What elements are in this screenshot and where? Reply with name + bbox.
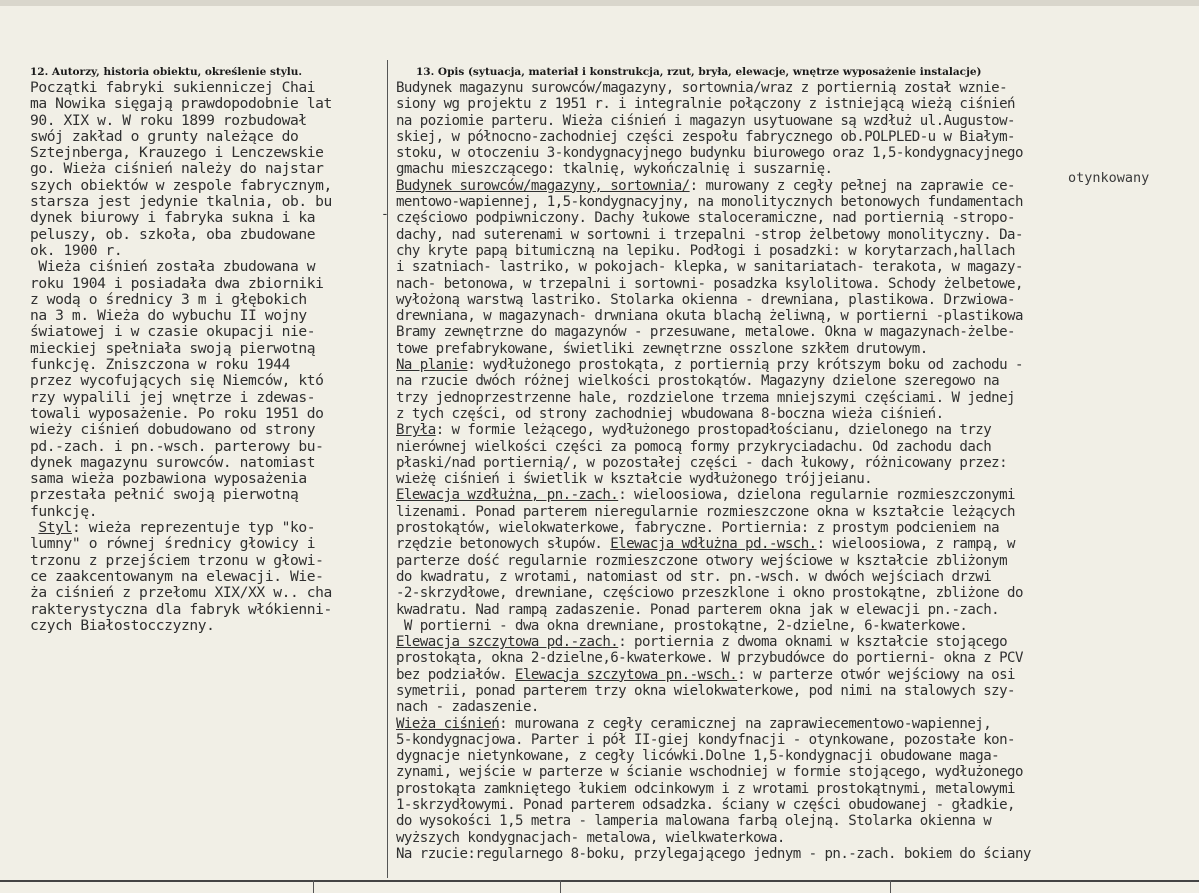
section12-line: ce zaakcentowanym na elewacji. Wie- <box>30 567 324 585</box>
section12-line: peluszy, ob. szkoła, oba zbudowane <box>30 225 316 243</box>
section13-line: trzy jednoprzestrzenne hale, rozdzielone trzema mniejszymi częściami. W jednej <box>396 389 1015 406</box>
section13-line: Bramy zewnętrzne do magazynów - przesuwane, metalowe. Okna w magazynach-żelbe- <box>396 324 1015 341</box>
section13-line: parterze dość regularnie rozmieszczone otwory wejściowe w kształcie zbliżonym <box>396 552 1008 569</box>
section13-line: Elewacja szczytowa pd.-zach.: portiernia z dwoma oknami w kształcie stojącego <box>396 634 1008 651</box>
section13-line: Wieża ciśnień: murowana z cegły ceramicznej na zaprawiecementowo-wapiennej, <box>396 715 992 732</box>
section-12-body <box>30 80 332 634</box>
section13-line: chy kryte papą bitumiczną na lepiku. Podłogi i posadzki: w korytarzach,hallach <box>396 242 1015 259</box>
section12-line: Początki fabryki sukienniczej Chai <box>30 79 316 96</box>
section13-line: lizenami. Ponad parterem nieregularnie rozmieszczone okna w kształcie leżących <box>396 503 1015 520</box>
section12-line: przez wycofujących się Niemców, któ <box>30 372 324 390</box>
section12-line: szych obiektów w zespole fabrycznym, <box>30 176 332 194</box>
section13-line: Bryła: w formie leżącego, wydłużonego prostopadłościanu, dzielonego na trzy <box>396 422 992 439</box>
section13-line: nach - zadaszenie. <box>396 699 539 716</box>
section13-line: kwadratu. Nad rampą zadaszenie. Ponad parterem okna jak w elewacji pn.-zach. <box>396 601 1000 618</box>
section13-line: dygnacje nietynkowane, z cegły licówki.Dolne 1,5-kondygnacji obudowane maga- <box>396 748 1000 765</box>
section12-line: dynek biurowy i fabryka sukna i ka <box>30 209 316 227</box>
section13-line: prostokąta, okna 2-dzielne,6-kwaterkowe. W przybudówce do portierni- okna z PCV <box>396 650 1023 667</box>
section12-line: Styl: wieża reprezentuje typ "ko- <box>38 519 316 537</box>
annotation-otynkowany: otynkowany <box>1068 170 1150 186</box>
section13-line: towe prefabrykowane, świetliki zewnętrzne osszlone szkłem drutowym. <box>396 340 928 357</box>
section12-line: z wodą o średnicy 3 m i głębokich <box>30 290 307 308</box>
section13-line: -2-skrzydłowe, drewniane, częściowo przeszklone i okno prostokątne, zbliżone do <box>396 585 1023 602</box>
section12-line: mieckiej spełniała swoją pierwotną <box>30 339 316 357</box>
section12-line: funkcję. <box>30 502 98 520</box>
section13-line: zynami, wejście w parterze w ścianie wschodniej w formie stojącego, wydłużonego <box>396 764 1023 781</box>
section13-line: symetrii, ponad parterem trzy okna wielokwaterkowe, pod nimi na stalowych szy- <box>396 682 1015 699</box>
section13-line: do wysokości 1,5 metra - lamperia malowana farbą olejną. Stolarka okienna w <box>396 813 992 830</box>
section-12-heading: 12. Autorzy, historia obiektu, określenie stylu. <box>30 66 303 78</box>
section12-line: lumny" o równej średnicy głowicy i <box>30 535 316 553</box>
section12-line: funkcję. Zniszczona w roku 1944 <box>30 356 290 374</box>
section-13-heading: 13. Opis (sytuacja, materiał i konstrukcja, rzut, bryła, elewacje, wnętrze wyposażenie instalacje) <box>416 66 982 78</box>
section12-line: wieży ciśnień dobudowano od strony <box>30 421 316 439</box>
form-tick-2 <box>560 880 561 893</box>
section13-line: i szatniach- lastriko, w pokojach- klepka, w sanitariatach- terakota, w magazy- <box>396 259 1023 276</box>
section12-line: czych Białostocczyzny. <box>30 616 215 634</box>
section13-line: skiej, w północno-zachodniej części zespołu fabrycznego ob.POLPLED-u w Białym- <box>396 128 1015 145</box>
section13-line: na poziomie parteru. Wieża ciśnień i magazyn usytuowane są wzdłuż ul.Augustow- <box>396 112 1015 129</box>
section12-line: towali wyposażenie. Po roku 1951 do <box>30 404 324 422</box>
section12-line: trzonu z przejściem trzonu w głowi- <box>30 551 324 569</box>
form-bottom-line <box>0 880 1199 882</box>
section12-line: ok. 1900 r. <box>30 241 123 259</box>
section12-line: Wieża ciśnień została zbudowana w <box>30 258 316 276</box>
section12-line: rakterystyczna dla fabryk włókienni- <box>30 600 332 618</box>
section13-line: nach- betonowa, w trzepalni i sortowni- posadzka ksylolitowa. Schody żelbetowe, <box>396 275 1023 292</box>
form-tick-3 <box>890 880 891 893</box>
section13-line: 5-kondygnacjowa. Parter i pół II-giej kondyfnacji - otynkowane, pozostałe kon- <box>396 731 1015 748</box>
form-tick-1 <box>313 880 314 893</box>
section12-line: dynek magazynu surowców. natomiast <box>30 453 316 471</box>
section13-line: rzędzie betonowych słupów. Elewacja wdłużna pd.-wsch.: wieloosiowa, z rampą, w <box>396 536 1015 553</box>
section13-line: Na rzucie:regularnego 8-boku, przylegającego jednym - pn.-zach. bokiem do ściany <box>396 845 1031 862</box>
section13-line: mentowo-wapiennej, 1,5-kondygnacyjny, na monolitycznych betonowych fundamentach <box>396 194 1023 211</box>
section13-line: z tych części, od strony zachodniej wbudowana 8-boczna wieża ciśnień. <box>396 405 944 422</box>
margin-dash: - <box>381 207 389 222</box>
section12-line: roku 1904 i posiadała dwa zbiorniki <box>30 274 324 292</box>
section13-line: do kwadratu, z wrotami, natomiast od str. pn.-wsch. w dwóch wejściach drzwi <box>396 568 992 585</box>
section12-line: 90. XIX w. W roku 1899 rozbudował <box>30 111 307 129</box>
section13-line: dachy, nad suterenami w sortowni i trzepalni -strop żelbetowy monolityczny. Da- <box>396 226 1023 243</box>
section13-line: częściowo podpiwniczony. Dachy łukowe staloceramiczne, nad portiernią -stropo- <box>396 210 1015 227</box>
section13-line: nierównej wielkości części za pomocą formy przykryciadachu. Od zachodu dach <box>396 438 992 455</box>
section13-line: 1-skrzydłowymi. Ponad parterem odsadzka. ściany w części obudowanej - gładkie, <box>396 797 1015 814</box>
section13-line: wyższych kondygnacjach- metalowa, wielkwaterkowa. <box>396 829 785 846</box>
section13-line: płaski/nad portiernią/, w pozostałej części - dach łukowy, różnicowany przez: <box>396 454 1008 471</box>
section12-line: przestała pełnić swoją pierwotną <box>30 486 299 504</box>
section-13-body <box>396 80 1031 862</box>
section13-line: bez podziałów. Elewacja szczytowa pn.-wsch.: w parterze otwór wejściowy na osi <box>396 666 1015 683</box>
section13-line: Budynek surowców/magazyny, sortownia/: murowany z cegły pełnej na zaprawie ce- <box>396 177 1015 194</box>
section12-line: Sztejnberga, Krauzego i Lenczewskie <box>30 144 324 162</box>
section13-line: na rzucie dwóch różnej wielkości prostokątów. Magazyny dzielone szeregowo na <box>396 373 1000 390</box>
section13-line: siony wg projektu z 1951 r. i integralnie połączony z istniejącą wieżą ciśnień <box>396 96 1015 113</box>
section13-line: stoku, w otoczeniu 3-kondygnacyjnego budynku biurowego oraz 1,5-kondygnacyjnego <box>396 145 1023 162</box>
section12-line: ża ciśnień z przełomu XIX/XX w.. cha <box>30 584 332 602</box>
section13-line: Budynek magazynu surowców/magazyny, sortownia/wraz z portiernią został wznie- <box>396 80 1008 96</box>
section12-line: sama wieża pozbawiona wyposażenia <box>30 470 307 488</box>
section13-line: gmachu mieszczącego: tkalnię, wykończalnię i suszarnię. <box>396 161 833 178</box>
section12-line: go. Wieża ciśnień należy do najstar <box>30 160 324 178</box>
section13-line: drewniana, w magazynach- drwniana okuta blachą żeliwną, w portierni -plastikowa <box>396 308 1023 325</box>
section13-line: W portierni - dwa okna drewniane, prostokątne, 2-dzielne, 6-kwaterkowe. <box>396 617 968 634</box>
section13-line: Elewacja wzdłużna, pn.-zach.: wieloosiowa, dzielona regularnie rozmieszczonymi <box>396 487 1015 504</box>
section13-line: wyłożoną warstwą lastriko. Stolarka okienna - drewniana, plastikowa. Drzwiowa- <box>396 291 1015 308</box>
page-top-edge <box>0 0 1199 6</box>
section12-line: rzy wypalili jej wnętrze i zdewas- <box>30 388 316 406</box>
section12-line: swój zakład o grunty należące do <box>30 127 299 145</box>
section12-line: na 3 m. Wieża do wybuchu II wojny <box>30 307 307 325</box>
section12-line: starsza jest jedynie tkalnia, ob. bu <box>30 193 332 211</box>
column-divider <box>387 60 388 878</box>
section12-line: pd.-zach. i pn.-wsch. parterowy bu- <box>30 437 324 455</box>
section13-line: wieżę ciśnień i świetlik w kształcie wydłużonego trójjeianu. <box>396 471 873 488</box>
section12-line: światowej i w czasie okupacji nie- <box>30 323 316 341</box>
section12-line: ma Nowika sięgają prawdopodobnie lat <box>30 95 332 113</box>
section13-line: Na planie: wydłużonego prostokąta, z portiernią przy krótszym boku od zachodu - <box>396 357 1023 374</box>
section13-line: prostokątów, wielokwaterkowe, fabryczne. Portiernia: z prostym podcieniem na <box>396 520 1000 537</box>
section13-line: prostokąta zamkniętego łukiem odcinkowym i z wrotami prostokątnymi, metalowymi <box>396 780 1015 797</box>
